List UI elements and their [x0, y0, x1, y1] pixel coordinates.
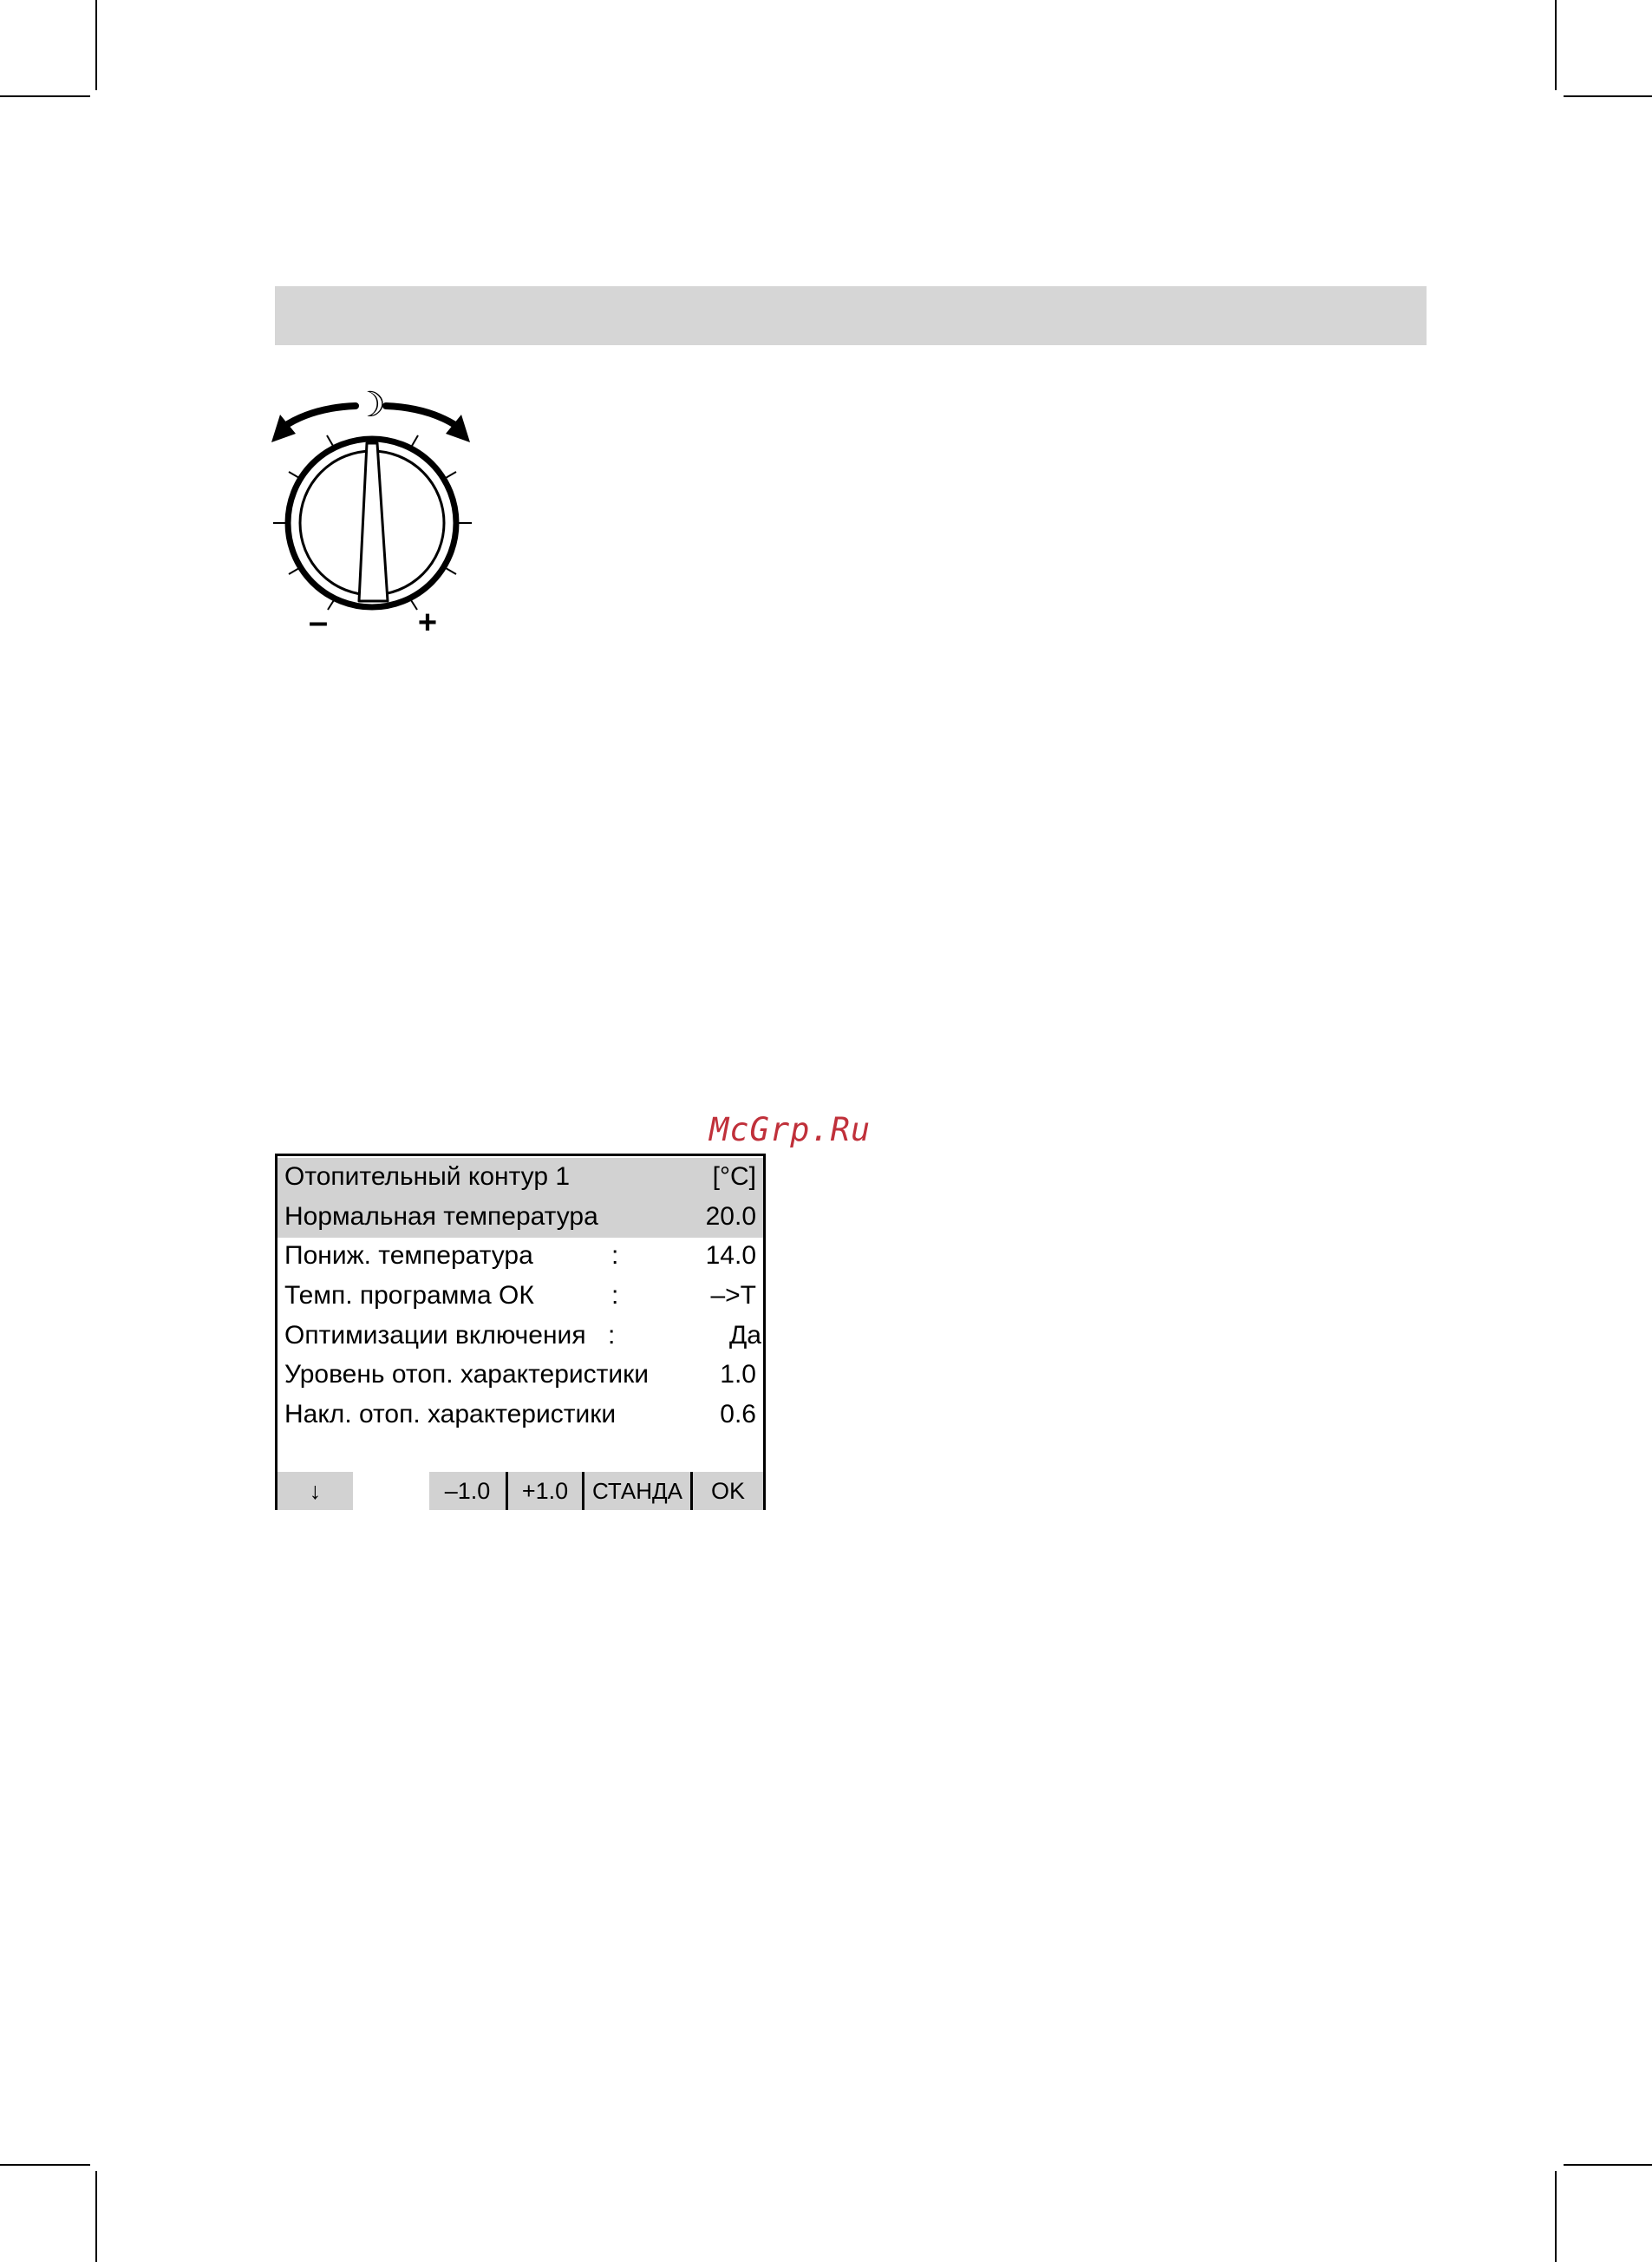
- crop-mark: [0, 2164, 90, 2166]
- section-header-bar: [275, 286, 1427, 345]
- display-row-switch-on-optimization[interactable]: [278, 1317, 763, 1357]
- softkey-down-arrow[interactable]: ↓: [278, 1472, 353, 1510]
- display-row-temp-program[interactable]: [278, 1277, 763, 1317]
- row-value: 20.0: [705, 1202, 756, 1231]
- display-row-title: [278, 1158, 763, 1198]
- arrow-right-icon: [386, 406, 470, 442]
- row-value: –>T: [710, 1281, 756, 1310]
- display-row-curve-slope[interactable]: [278, 1396, 763, 1435]
- crop-mark: [95, 0, 97, 90]
- softkey-ok[interactable]: OK: [690, 1472, 763, 1510]
- crop-mark: [1564, 2164, 1652, 2166]
- softkey-plus-one[interactable]: +1.0: [506, 1472, 582, 1510]
- row-value: 1.0: [720, 1360, 756, 1389]
- row-label: Оптимизации включения: [284, 1321, 586, 1350]
- rotary-knob-illustration: [264, 382, 477, 642]
- crop-mark: [95, 2171, 97, 2262]
- display-row-normal-temperature[interactable]: [278, 1198, 763, 1238]
- row-value: 14.0: [705, 1241, 756, 1270]
- watermark-text: McGrp.Ru: [709, 1111, 872, 1148]
- crop-mark: [1564, 95, 1652, 97]
- display-row-curve-level[interactable]: [278, 1356, 763, 1396]
- controller-display: [275, 1154, 766, 1510]
- row-label: Пониж. температура: [284, 1241, 533, 1270]
- crop-mark: [1555, 0, 1557, 90]
- row-colon: :: [608, 1321, 616, 1350]
- softkey-minus-one[interactable]: –1.0: [429, 1472, 506, 1510]
- row-value: [°C]: [712, 1162, 756, 1191]
- row-colon: :: [611, 1281, 619, 1310]
- row-colon: :: [611, 1241, 619, 1270]
- row-label: Накл. отоп. характеристики: [284, 1400, 617, 1428]
- row-label: Темп. программа ОК: [284, 1281, 534, 1310]
- row-label: Уровень отоп. характеристики: [284, 1360, 650, 1389]
- arrow-left-icon: [271, 406, 356, 442]
- row-label: Отопительный контур 1: [284, 1162, 571, 1191]
- display-row-reduced-temperature[interactable]: [278, 1237, 763, 1277]
- softkey-bar: [278, 1472, 763, 1510]
- softkey-empty[interactable]: [353, 1472, 429, 1510]
- rotary-knob-svg: [264, 382, 477, 642]
- softkey-standard[interactable]: СТАНДА: [582, 1472, 690, 1510]
- moon-icon: ☽: [355, 385, 386, 425]
- crop-mark: [1555, 2171, 1557, 2262]
- crop-mark: [0, 95, 90, 97]
- plus-label: +: [417, 605, 438, 641]
- row-value: Да: [728, 1321, 761, 1350]
- row-value: 0.6: [720, 1400, 756, 1428]
- row-label: Нормальная температура: [284, 1202, 598, 1231]
- minus-label: –: [308, 603, 329, 641]
